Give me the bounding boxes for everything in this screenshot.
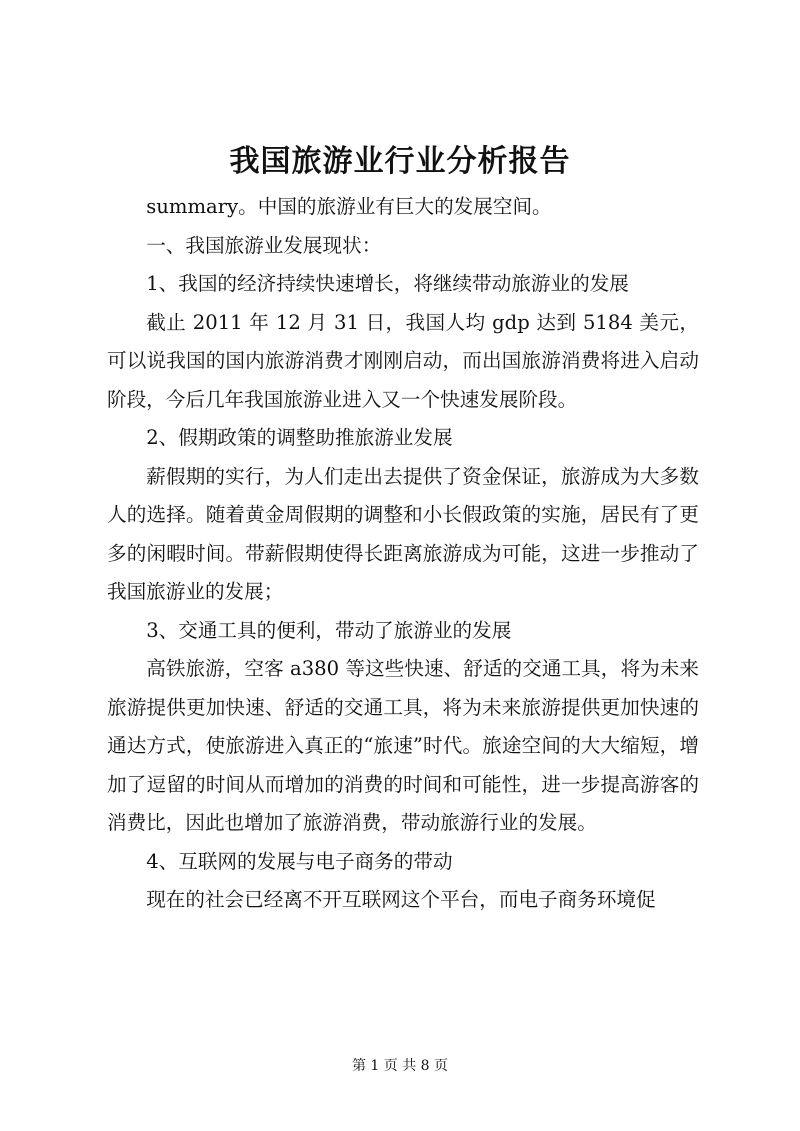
paragraph-internet: 现在的社会已经离不开互联网这个平台，而电子商务环境促 <box>146 888 656 911</box>
paragraph-transport: 高铁旅游，空客 a380 等这些快速、舒适的交通工具，将为未来旅游提供更加快速、舒适的交通工具，将为未来旅游提供更加快速的通达方式，使旅游进入真正的“旅速”时代。旅途空间的大大缩短，增加了逗留的时间从而增加的消费的时间和可能性，进一步提高游客的消费比，因此也增加了旅游消费，带动旅游行业的发展。 <box>107 657 699 834</box>
subheading-holiday-policy: 2、假期政策的调整助推旅游业发展 <box>146 426 453 449</box>
paragraph-summary: summary。中国的旅游业有巨大的发展空间。 <box>146 195 552 218</box>
paragraph-holiday-policy: 薪假期的实行，为人们走出去提供了资金保证，旅游成为大多数人的选择。随着黄金周假期的调整和小长假政策的实施，居民有了更多的闲暇时间。带薪假期使得长距离旅游成为可能，这进一步推动了我国旅游业的发展； <box>107 464 699 603</box>
page-number-footer: 第 1 页 共 8 页 <box>351 1058 449 1074</box>
subheading-economy: 1、我国的经济持续快速增长，将继续带动旅游业的发展 <box>146 272 629 295</box>
subheading-internet: 4、互联网的发展与电子商务的带动 <box>146 849 453 873</box>
section-heading-status: 一、我国旅游业发展现状： <box>146 233 382 257</box>
document-title: 我国旅游业行业分析报告 <box>229 144 571 179</box>
subheading-transport: 3、交通工具的便利，带动了旅游业的发展 <box>146 618 512 642</box>
paragraph-economy: 截止 2011 年 12 月 31 日，我国人均 gdp 达到 5184 美元，可以说我国的国内旅游消费才刚刚启动，而出国旅游消费将进入启动阶段，今后几年我国旅游业进入又一个快速发展阶段。 <box>107 310 699 411</box>
document-body <box>107 188 699 920</box>
